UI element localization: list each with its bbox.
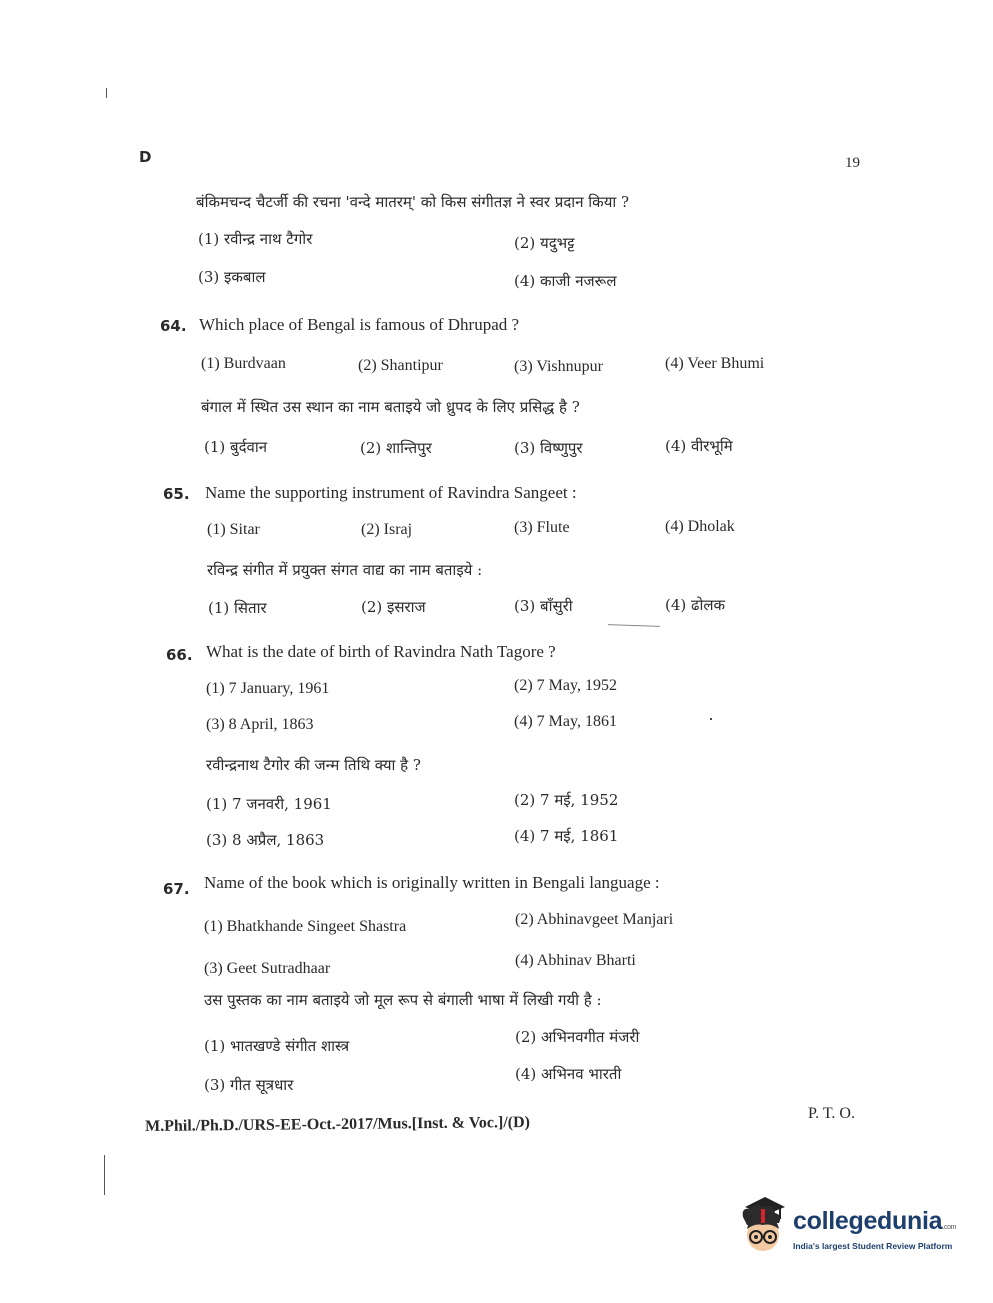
option-hi: (2) 7 मई, 1952: [514, 791, 619, 809]
pto-label: P. T. O.: [808, 1105, 855, 1122]
option-hi: (3) गीत सूत्रधार: [204, 1076, 294, 1094]
option-en: (4) Veer Bhumi: [665, 355, 765, 372]
mascot-icon: [735, 1195, 791, 1257]
stray-dot: [710, 718, 712, 720]
question-text-hi: बंगाल में स्थित उस स्थान का नाम बताइये जो ध्रुपद के लिए प्रसिद्ध है ?: [201, 398, 580, 416]
question-text-en: What is the date of birth of Ravindra Nath Tagore ?: [206, 642, 556, 661]
option-en: (3) Vishnupur: [514, 358, 603, 375]
intro-option-4: (4) काजी नजरूल: [514, 272, 617, 290]
option-hi: (2) शान्तिपुर: [360, 439, 432, 457]
page-number: 19: [845, 155, 860, 171]
option-en: (1) Burdvaan: [201, 355, 286, 372]
option-en: (3) Flute: [514, 519, 570, 536]
option-en: (3) 8 April, 1863: [206, 716, 314, 733]
option-en: (2) 7 May, 1952: [514, 677, 617, 694]
option-hi: (2) इसराज: [361, 598, 426, 616]
option-hi: (4) 7 मई, 1861: [514, 827, 619, 845]
option-en: (1) 7 January, 1961: [206, 680, 330, 697]
question-text-en: Name the supporting instrument of Ravindra Sangeet :: [205, 483, 577, 502]
option-en: (3) Geet Sutradhaar: [204, 960, 331, 977]
brand-name: [793, 1207, 956, 1236]
scan-stroke: [608, 624, 660, 627]
option-en: (4) 7 May, 1861: [514, 713, 617, 730]
paper-code: M.Phil./Ph.D./URS-EE-Oct.-2017/Mus.[Inst. & Voc.]/(D): [145, 1113, 531, 1135]
scan-line: [104, 1155, 105, 1195]
option-hi: (4) वीरभूमि: [665, 437, 733, 455]
option-hi: (1) सितार: [208, 599, 267, 617]
option-hi: (3) 8 अप्रैल, 1863: [206, 831, 325, 849]
collegedunia-logo: [735, 1195, 960, 1265]
question-text-en: Which place of Bengal is famous of Dhrupad ?: [199, 315, 520, 334]
option-en: (1) Sitar: [207, 521, 260, 538]
question-number: 64.: [160, 317, 187, 335]
option-hi: (1) बुर्दवान: [204, 438, 268, 456]
option-hi: (1) भातखण्डे संगीत शास्त्र: [204, 1037, 350, 1055]
option-en: (4) Abhinav Bharti: [515, 952, 636, 969]
set-label: D: [139, 148, 152, 166]
scan-mark: [106, 88, 107, 98]
question-text-hi: उस पुस्तक का नाम बताइये जो मूल रूप से बंगाली भाषा में लिखी गयी है :: [204, 991, 602, 1009]
question-number: 67.: [163, 880, 190, 898]
option-en: (2) Abhinavgeet Manjari: [515, 911, 674, 928]
option-en: (1) Bhatkhande Singeet Shastra: [204, 918, 407, 935]
option-en: (2) Israj: [361, 521, 413, 538]
option-hi: (3) विष्णुपुर: [514, 439, 583, 457]
option-hi: (4) ढोलक: [665, 596, 726, 614]
brand-suffix: .com: [942, 1224, 957, 1231]
option-hi: (4) अभिनव भारती: [515, 1065, 622, 1083]
question-number: 65.: [163, 485, 190, 503]
intro-question: बंकिमचन्द चैटर्जी की रचना 'वन्दे मातरम्' को किस संगीतज्ञ ने स्वर प्रदान किया ?: [196, 193, 630, 211]
brand-tagline: India's largest Student Review Platform: [793, 1241, 953, 1251]
intro-option-1: (1) रवीन्द्र नाथ टैगोर: [198, 230, 313, 248]
question-number: 66.: [166, 646, 193, 664]
option-hi: (1) 7 जनवरी, 1961: [206, 795, 332, 813]
option-en: (2) Shantipur: [358, 357, 443, 374]
question-text-hi: रवीन्द्रनाथ टैगोर की जन्म तिथि क्या है ?: [206, 756, 421, 774]
option-hi: (3) बाँसुरी: [514, 597, 573, 615]
question-text-hi: रविन्द्र संगीत में प्रयुक्त संगत वाद्य का नाम बताइये :: [207, 561, 483, 579]
intro-option-2: (2) यदुभट्ट: [514, 234, 575, 252]
intro-option-3: (3) इकबाल: [198, 268, 266, 286]
brand-text: collegedunia: [793, 1207, 943, 1235]
option-en: (4) Dholak: [665, 518, 735, 535]
option-hi: (2) अभिनवगीत मंजरी: [515, 1028, 640, 1046]
question-text-en: Name of the book which is originally written in Bengali language :: [204, 873, 660, 892]
